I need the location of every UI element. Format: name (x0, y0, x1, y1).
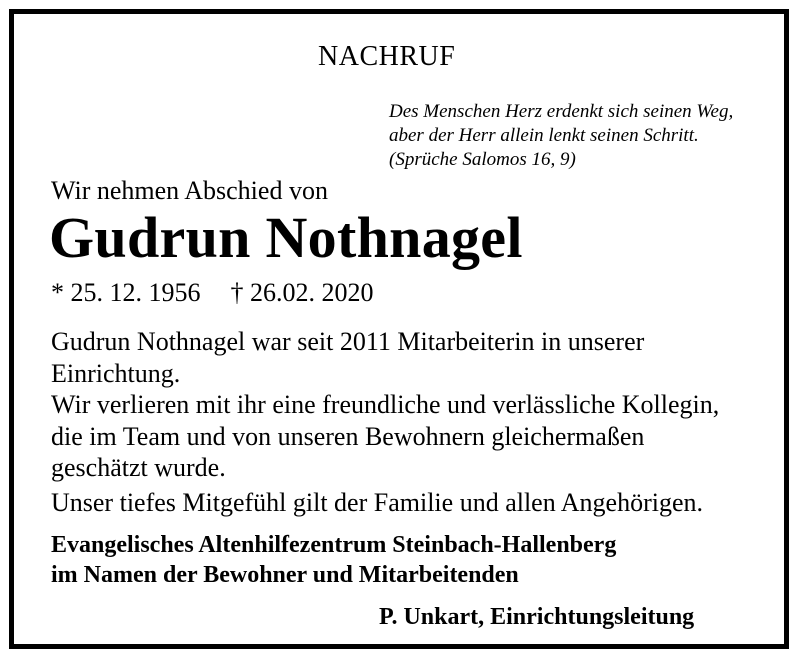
organization-subline: im Namen der Bewohner und Mitarbeitenden (51, 562, 519, 588)
text-line: Einrichtung. (51, 358, 181, 388)
birth-date: * 25. 12. 1956 (51, 278, 201, 307)
sympathy-text: Unser tiefes Mitgefühl gilt der Familie und allen Angehörigen. (51, 488, 704, 517)
signature: P. Unkart, Einrichtungsleitung (379, 604, 695, 630)
organization-name: Evangelisches Altenhilfezentrum Steinbach-Hallenberg (51, 532, 617, 558)
farewell-intro: Wir nehmen Abschied von (51, 176, 328, 205)
quote-line: Des Menschen Herz erdenkt sich seinen Weg, (389, 101, 734, 122)
obituary-frame (9, 9, 789, 649)
quote-citation: (Sprüche Salomos 16, 9) (389, 149, 576, 170)
notice-title: NACHRUF (318, 41, 456, 72)
death-date: † 26.02. 2020 (230, 278, 374, 307)
deceased-name: Gudrun Nothnagel (49, 205, 523, 270)
bible-quote (389, 100, 733, 172)
quote-line: aber der Herr allein lenkt seinen Schritt. (389, 125, 699, 146)
text-line: Gudrun Nothnagel war seit 2011 Mitarbeiterin in unserer (51, 327, 645, 356)
obituary-text (51, 326, 719, 484)
organization (51, 530, 616, 590)
text-line: die im Team und von unseren Bewohnern gleichermaßen (51, 421, 645, 451)
text-line: Wir verlieren mit ihr eine freundliche und verlässliche Kollegin, (51, 390, 720, 419)
life-dates (51, 278, 374, 308)
text-line: geschätzt wurde. (51, 453, 226, 482)
